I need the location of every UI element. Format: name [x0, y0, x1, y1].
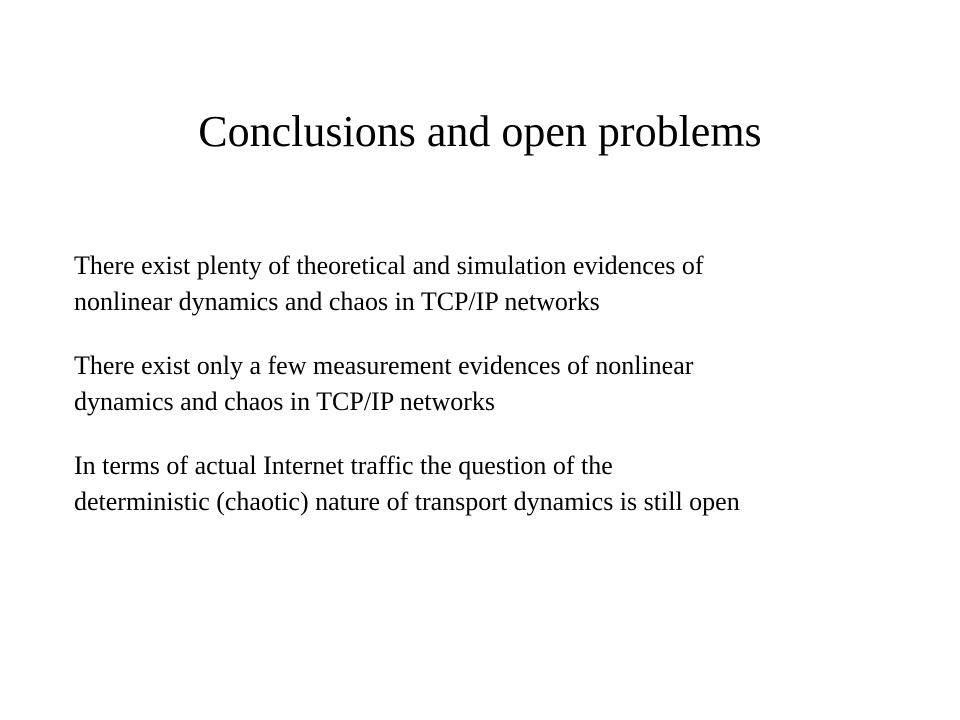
paragraph-line: nonlinear dynamics and chaos in TCP/IP networks [74, 287, 600, 316]
paragraph-line: deterministic (chaotic) nature of transport dynamics is still open [74, 487, 740, 516]
paragraph-measurement [74, 348, 934, 420]
paragraph-line: dynamics and chaos in TCP/IP networks [74, 387, 496, 416]
slide-title: Conclusions and open problems [198, 107, 762, 156]
paragraph-line: In terms of actual Internet traffic the question of the [74, 451, 613, 480]
slide-body [74, 248, 934, 548]
paragraph-theory-simulation [74, 248, 934, 320]
paragraph-line: There exist only a few measurement evidences of nonlinear [74, 351, 694, 380]
paragraph-open-question [74, 448, 934, 520]
paragraph-line: There exist plenty of theoretical and simulation evidences of [74, 251, 704, 280]
